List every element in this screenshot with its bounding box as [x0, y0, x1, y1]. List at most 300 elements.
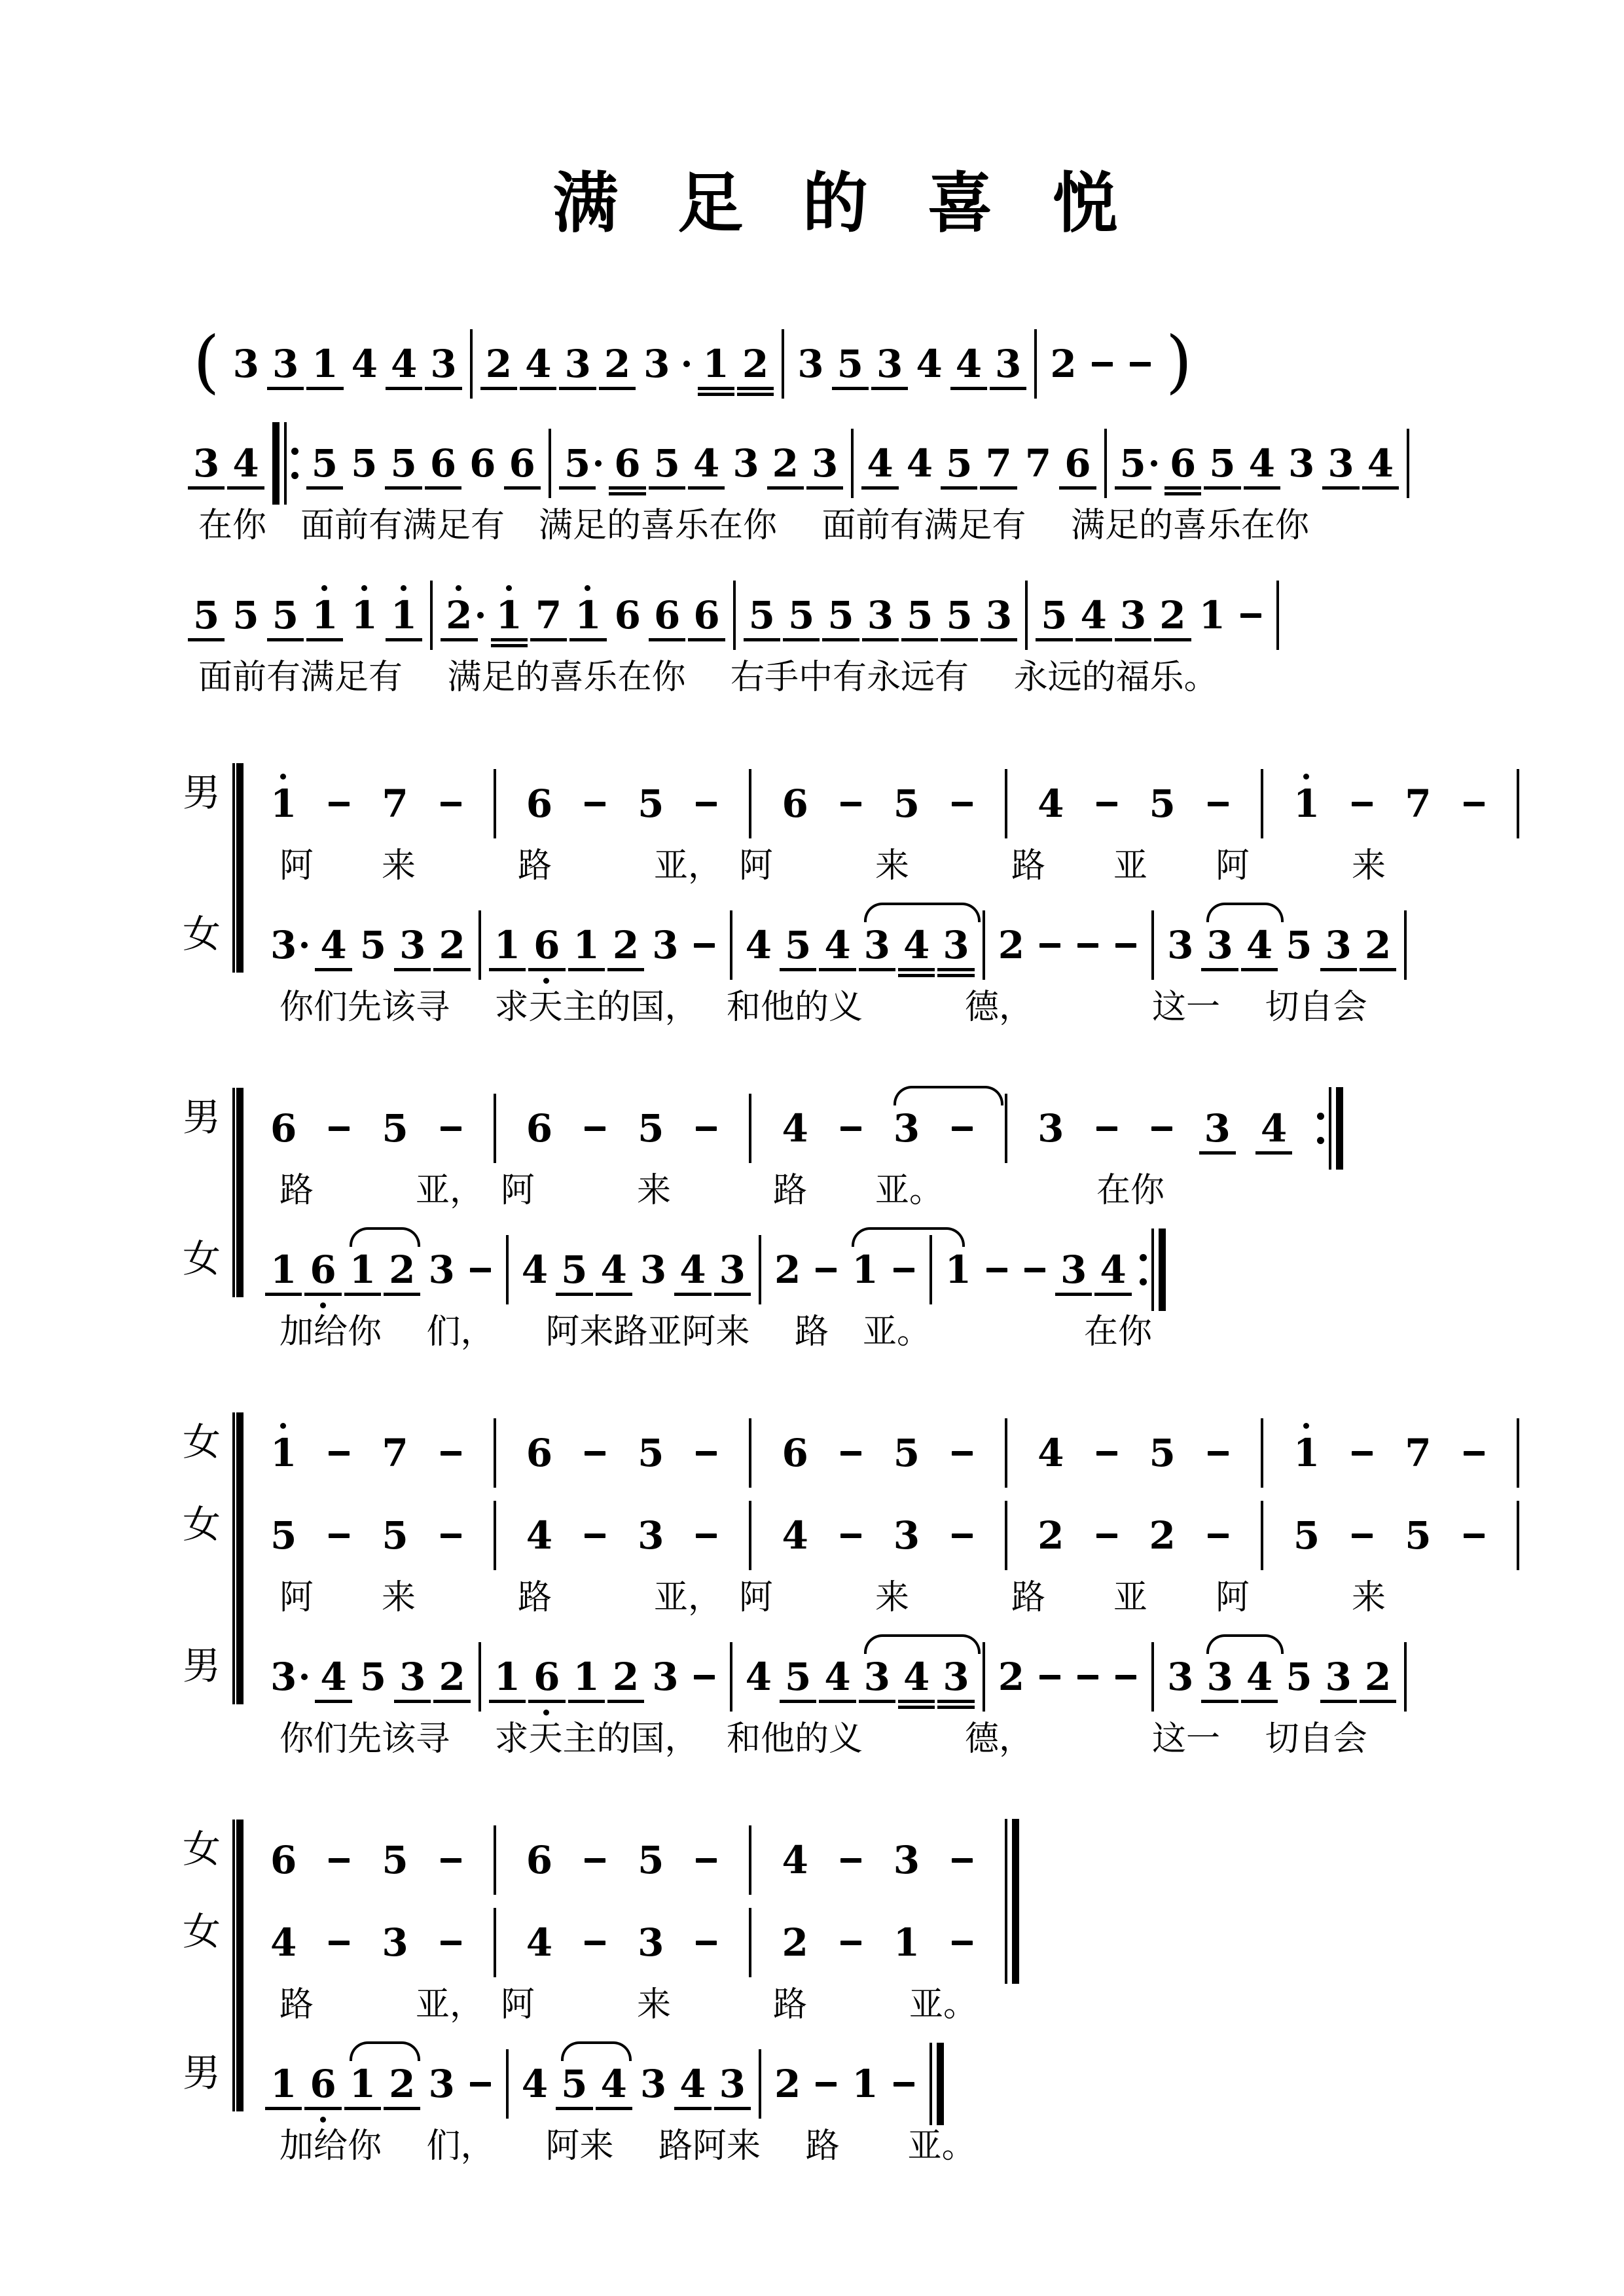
note: 6	[782, 781, 808, 826]
thick-bar	[1012, 1901, 1019, 1984]
voice-label-male: 男	[183, 1643, 221, 1688]
note: 3	[399, 1655, 426, 1699]
duration-dash	[1096, 802, 1117, 806]
thin-bar	[1329, 1087, 1331, 1170]
note: 6	[429, 441, 457, 486]
system-4-men-row	[183, 2034, 1496, 2117]
note: 2	[612, 1655, 640, 1699]
note: 6	[310, 1251, 336, 1289]
duration-dash	[1130, 362, 1151, 367]
note: 4	[824, 1655, 851, 1699]
barline	[1517, 1501, 1519, 1570]
note: 2	[998, 923, 1025, 967]
repeat-dots	[291, 422, 298, 505]
duration-dash	[329, 1451, 350, 1456]
note: 3	[640, 2062, 667, 2106]
system-1-male-row	[183, 754, 1496, 836]
note: 4	[679, 2062, 706, 2106]
note: 5	[1041, 593, 1068, 637]
note: 3	[1167, 1655, 1194, 1699]
note: 4	[270, 1920, 297, 1965]
barline	[506, 2049, 509, 2119]
page-title: 满 足 的 喜 悦	[552, 164, 1136, 242]
open-paren: (	[193, 321, 220, 401]
note: 3	[1204, 1106, 1231, 1151]
note: 6	[526, 1431, 553, 1475]
repeat-dot	[1140, 1254, 1147, 1261]
note: 4	[526, 1920, 553, 1965]
system-4-men-notation	[270, 2034, 1496, 2117]
duration-dash	[1208, 802, 1229, 806]
verse-2-notation	[193, 565, 1496, 648]
note: 2	[782, 1920, 808, 1965]
note: 5	[788, 593, 815, 637]
note: 4	[525, 342, 552, 386]
note: 1	[270, 1247, 297, 1292]
note: 5	[270, 1513, 297, 1558]
note: 1	[496, 596, 522, 634]
barline	[851, 429, 854, 498]
system-1-female-notation	[270, 895, 1496, 978]
duration-dash	[441, 802, 461, 806]
note: 4	[320, 1655, 347, 1699]
note: 4	[600, 1247, 627, 1292]
note: 4	[351, 342, 378, 386]
duration-dash	[1240, 613, 1261, 618]
slur-arc	[1206, 1634, 1284, 1654]
duration-dash	[329, 1858, 350, 1863]
note: 4	[782, 1106, 808, 1151]
note: 2	[998, 1655, 1025, 1699]
system-2-female-row	[183, 1220, 1496, 1302]
system-3-women-b-notation	[270, 1486, 1496, 1568]
note: 6	[1169, 441, 1197, 486]
note: 5	[638, 1106, 664, 1151]
barline	[749, 1825, 751, 1895]
system-2-male-notation	[270, 1079, 1496, 1161]
augmentation-dot	[301, 942, 308, 948]
slur-arc	[350, 1227, 420, 1247]
note: 4	[521, 2062, 549, 2106]
thin-bar	[1005, 1819, 1007, 1901]
octave-dot-high	[321, 585, 327, 591]
barline	[1261, 769, 1263, 838]
note: 6	[469, 441, 496, 486]
barline	[1025, 581, 1028, 650]
duration-dash	[1464, 1451, 1485, 1456]
note: 4	[782, 1838, 808, 1882]
barline	[1404, 910, 1407, 980]
barline	[983, 910, 985, 980]
duration-dash	[1464, 1534, 1485, 1538]
note: 7	[1405, 781, 1432, 826]
note: 6	[270, 1106, 297, 1151]
duration-dash	[840, 1534, 861, 1538]
system-4-women-a-notation	[270, 1810, 1496, 1893]
note: 4	[693, 441, 720, 486]
note: 3	[638, 1920, 664, 1965]
barline	[1517, 769, 1519, 838]
note: 6	[1064, 441, 1091, 486]
note: 3	[812, 441, 839, 486]
note: 2	[604, 342, 631, 386]
note: 1	[1199, 593, 1225, 637]
repeat-dot	[1317, 1113, 1324, 1120]
barline	[749, 1501, 751, 1570]
note: 1	[575, 596, 601, 634]
repeat-dot	[291, 448, 298, 455]
system-2-male-lyrics: 路 亚， 阿 来 路 亚。 在你	[280, 1171, 1165, 1210]
duration-dash	[441, 1451, 461, 1456]
note: 5	[1209, 441, 1236, 486]
note: 3	[643, 342, 670, 386]
barline	[478, 910, 481, 980]
repeat-dot	[291, 472, 298, 479]
note: 3	[719, 1247, 746, 1292]
note: 3	[272, 342, 299, 386]
voice-label-male: 男	[183, 2051, 221, 2095]
note: 4	[906, 441, 933, 486]
note: 1	[312, 596, 338, 634]
barline	[494, 1501, 496, 1570]
duration-dash	[1024, 1268, 1045, 1272]
note: 5	[1149, 1431, 1176, 1475]
octave-dot-high	[456, 585, 461, 591]
note: 5	[564, 444, 590, 482]
note: 3	[270, 1658, 297, 1696]
barline	[730, 1642, 732, 1712]
repeat-dot	[1140, 1278, 1147, 1285]
note: 3	[995, 342, 1022, 386]
duration-dash	[696, 1126, 717, 1131]
duration-dash	[1464, 802, 1485, 806]
slur-arc	[1206, 903, 1284, 922]
note: 3	[1167, 923, 1194, 967]
duration-dash	[696, 1451, 717, 1456]
note: 2	[389, 1247, 416, 1292]
system-1-female-lyrics: 你们先该寻 求天主的国， 和他的义 德， 这一 切自会	[280, 988, 1367, 1027]
barline	[1151, 910, 1154, 980]
barline	[1034, 329, 1037, 399]
note: 7	[382, 781, 408, 826]
note: 3	[1206, 926, 1233, 964]
thick-bar	[1012, 1819, 1019, 1901]
system-4-women-b-row	[183, 1893, 1496, 1975]
note: 2	[485, 342, 513, 386]
voice-label-female: 女	[183, 1236, 221, 1281]
system-2-female-notation	[270, 1220, 1496, 1302]
augmentation-dot	[1151, 460, 1157, 467]
duration-dash	[1208, 1534, 1229, 1538]
system-bracket	[232, 1412, 244, 1704]
intro-notation	[193, 314, 1496, 401]
barline	[1104, 429, 1107, 498]
note: 1	[270, 2062, 297, 2106]
thin-bar	[1151, 1229, 1154, 1311]
note: 7	[1024, 441, 1052, 486]
system-4-women-b-notation	[270, 1893, 1496, 1975]
note: 4	[903, 1655, 930, 1699]
octave-dot-high	[1303, 1423, 1309, 1429]
repeat-open-sign	[272, 422, 298, 505]
duration-dash	[1352, 1534, 1373, 1538]
note: 1	[270, 785, 297, 823]
note: 4	[600, 2062, 627, 2106]
note: 6	[614, 593, 641, 637]
voice-label-female: 女	[183, 1502, 221, 1547]
barline	[1005, 1418, 1007, 1488]
note: 1	[270, 1434, 297, 1472]
note: 3	[719, 2062, 746, 2106]
note: 5	[893, 1431, 920, 1475]
duration-dash	[470, 2082, 491, 2087]
sheet-music-page	[183, 0, 1496, 2176]
note: 5	[351, 441, 378, 486]
barline	[1005, 769, 1007, 838]
note: 3	[876, 342, 903, 386]
barline	[749, 1908, 751, 1977]
choir-system-2	[183, 1079, 1496, 1361]
system-3-women-a-row	[183, 1403, 1496, 1486]
note: 3	[564, 342, 591, 386]
duration-dash	[952, 1941, 973, 1945]
system-3-men-lyrics: 你们先该寻 求天主的国， 和他的义 德， 这一 切自会	[280, 1719, 1367, 1759]
duration-dash	[329, 802, 350, 806]
system-3-women-b-row	[183, 1486, 1496, 1568]
note: 2	[742, 342, 769, 386]
verse-1-notation	[193, 414, 1496, 496]
note: 4	[955, 342, 983, 386]
note: 3	[1119, 593, 1147, 637]
barline	[494, 1094, 496, 1163]
note: 3	[270, 926, 297, 964]
barline	[1404, 1642, 1407, 1712]
barline	[494, 1825, 496, 1895]
note: 2	[439, 923, 465, 967]
octave-dot-high	[280, 774, 286, 780]
barline	[549, 429, 551, 498]
voice-label-male: 男	[183, 770, 221, 815]
barline	[1261, 1501, 1263, 1570]
choir-system-3	[183, 1403, 1496, 1768]
note: 4	[824, 923, 851, 967]
duration-dash	[816, 2082, 837, 2087]
close-paren: )	[1165, 321, 1193, 401]
note: 6	[614, 441, 641, 486]
note: 3	[399, 923, 426, 967]
note: 6	[270, 1838, 297, 1882]
barline	[1407, 429, 1409, 498]
duration-dash	[1039, 943, 1060, 948]
intro-line	[193, 314, 1496, 401]
slur-arc	[852, 1227, 965, 1247]
note: 4	[1367, 441, 1394, 486]
note: 1	[351, 596, 377, 634]
duration-dash	[952, 1534, 973, 1538]
note: 5	[748, 593, 776, 637]
note: 3	[943, 923, 969, 967]
duration-dash	[893, 1268, 914, 1272]
system-2-female-lyrics: 加给你 们， 阿来路亚阿来 路 亚。 在你	[280, 1312, 1153, 1352]
note: 4	[745, 923, 772, 967]
thin-bar	[1005, 1901, 1007, 1984]
system-bracket	[232, 1820, 244, 2111]
note: 3	[943, 1655, 969, 1699]
repeat-close-sign	[1317, 1087, 1343, 1170]
note: 5	[653, 441, 680, 486]
octave-dot-high	[506, 585, 512, 591]
barline	[1005, 1094, 1007, 1163]
note: 2	[1050, 342, 1077, 386]
note: 4	[1038, 1431, 1064, 1475]
note: 2	[439, 1655, 465, 1699]
duration-dash	[952, 1451, 973, 1456]
note: 3	[867, 593, 894, 637]
note: 3	[1325, 923, 1352, 967]
duration-dash	[441, 1858, 461, 1863]
verse-line-2	[193, 565, 1496, 707]
note: 3	[232, 342, 259, 386]
note: 6	[310, 2065, 336, 2103]
note: 5	[1405, 1513, 1432, 1558]
duration-dash	[952, 1858, 973, 1863]
slur-arc	[350, 2041, 420, 2061]
duration-dash	[1208, 1451, 1229, 1456]
note: 5	[946, 441, 973, 486]
note: 4	[1080, 593, 1107, 637]
octave-dot-low	[320, 1302, 326, 1308]
final-barline	[929, 2043, 944, 2125]
thick-bar	[1159, 1229, 1166, 1311]
verse-2-lyrics: 面前有满足有 满足的喜乐在你 右手中有永远有 永远的福乐。	[198, 658, 1218, 697]
note: 3	[193, 441, 220, 486]
note: 1	[350, 2065, 376, 2103]
duration-dash	[1352, 802, 1373, 806]
final-barline	[1005, 1901, 1019, 1984]
choir-system-4	[183, 1810, 1496, 2176]
slur-arc	[864, 1634, 981, 1654]
note: 1	[1293, 1434, 1320, 1472]
voice-label-female: 女	[183, 1420, 221, 1464]
duration-dash	[952, 802, 973, 806]
note: 5	[561, 2065, 587, 2103]
note: 6	[526, 781, 553, 826]
voice-label-female: 女	[183, 1909, 221, 1954]
duration-dash	[952, 1126, 973, 1131]
note: 5	[193, 593, 220, 637]
barline	[430, 581, 433, 650]
note: 5	[784, 1655, 812, 1699]
thick-bar	[1336, 1087, 1343, 1170]
barline	[1151, 1642, 1154, 1712]
note: 1	[573, 1655, 600, 1699]
duration-dash	[441, 1534, 461, 1538]
note: 1	[494, 923, 521, 967]
note: 4	[782, 1513, 808, 1558]
voice-label-male: 男	[183, 1095, 221, 1139]
note: 5	[390, 441, 417, 486]
note: 3	[640, 1247, 667, 1292]
note: 3	[1206, 1658, 1233, 1696]
note: 4	[745, 1655, 772, 1699]
barline	[1261, 1418, 1263, 1488]
voice-label-female: 女	[183, 912, 221, 956]
note: 5	[382, 1106, 408, 1151]
duration-dash	[840, 1941, 861, 1945]
voice-label-female: 女	[183, 1827, 221, 1871]
note: 2	[1159, 593, 1186, 637]
note: 6	[533, 926, 560, 964]
system-bracket	[232, 1088, 244, 1297]
note: 5	[827, 593, 854, 637]
duration-dash	[329, 1534, 350, 1538]
note: 5	[1149, 781, 1176, 826]
octave-dot-high	[1303, 774, 1309, 780]
duration-dash	[1077, 1675, 1098, 1679]
duration-dash	[1096, 1534, 1117, 1538]
note: 5	[638, 1838, 664, 1882]
note: 4	[1248, 441, 1275, 486]
system-2-male-row	[183, 1079, 1496, 1161]
barline	[749, 1418, 751, 1488]
note: 5	[1293, 1513, 1320, 1558]
duration-dash	[1077, 943, 1098, 948]
note: 6	[526, 1838, 553, 1882]
note: 2	[446, 596, 472, 634]
barline	[470, 329, 473, 399]
thin-bar	[929, 2043, 932, 2125]
octave-dot-high	[401, 585, 406, 591]
note: 2	[774, 2062, 801, 2106]
note: 3	[864, 1658, 890, 1696]
note: 6	[526, 1106, 553, 1151]
repeat-dots	[1317, 1087, 1324, 1170]
repeat-close-sign	[1140, 1229, 1166, 1311]
system-1-male-lyrics: 阿 来 路 亚， 阿 来 路 亚 阿 来	[280, 846, 1386, 886]
octave-dot-high	[585, 585, 590, 591]
note: 1	[494, 1655, 521, 1699]
note: 1	[852, 1251, 878, 1289]
note: 4	[916, 342, 943, 386]
note: 4	[903, 923, 930, 967]
note: 1	[852, 2062, 878, 2106]
duration-dash	[585, 802, 605, 806]
duration-dash	[329, 1126, 350, 1131]
note: 3	[1060, 1247, 1087, 1292]
duration-dash	[441, 1941, 461, 1945]
note: 3	[985, 593, 1013, 637]
duration-dash	[816, 1268, 837, 1272]
duration-dash	[470, 1268, 491, 1272]
system-bracket	[232, 763, 244, 973]
duration-dash	[840, 802, 861, 806]
duration-dash	[1115, 1675, 1136, 1679]
duration-dash	[696, 802, 717, 806]
note: 5	[311, 441, 338, 486]
note: 3	[1288, 441, 1315, 486]
note: 2	[1364, 1655, 1392, 1699]
note: 2	[1364, 923, 1392, 967]
note: 4	[232, 441, 259, 486]
system-1-male-notation	[270, 754, 1496, 836]
note: 4	[1038, 781, 1064, 826]
note: 3	[382, 1920, 408, 1965]
note: 5	[1120, 444, 1146, 482]
note: 6	[653, 593, 681, 637]
verse-line-1	[193, 414, 1496, 555]
duration-dash	[696, 1858, 717, 1863]
note: 5	[272, 593, 299, 637]
